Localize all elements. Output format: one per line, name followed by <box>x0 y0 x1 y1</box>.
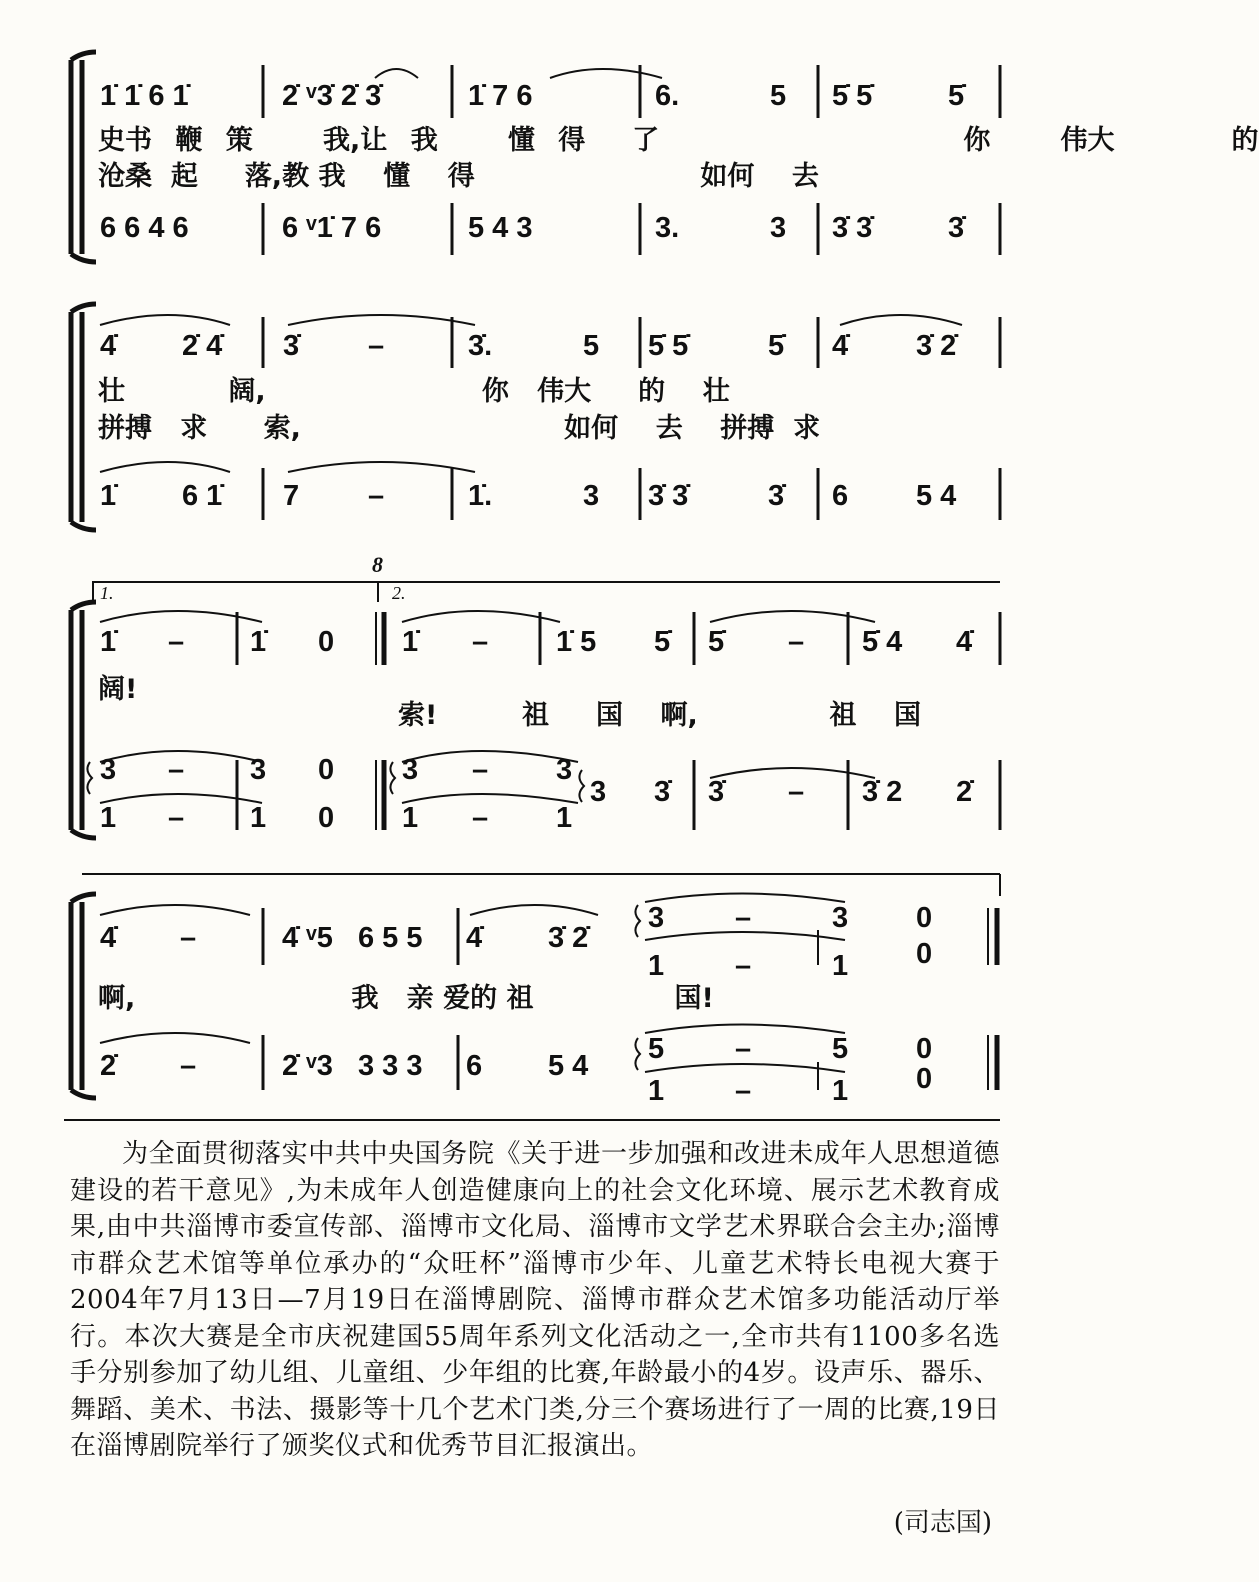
system1-upper-m2: 2̇ ᵛ3̇ 2̇ 3̇ <box>282 80 382 112</box>
system2-upper-1: 4̇ <box>100 330 117 362</box>
system4-lower-1: 2̇ <box>100 1050 117 1082</box>
system1-lower-m3: 5 4 3 <box>468 212 533 244</box>
system3-lyric2: 索! 祖 国 啊, 祖 国 <box>398 700 922 731</box>
system4-upper-2: – <box>180 922 197 954</box>
system2-lower-9: 6 <box>832 480 849 512</box>
system3-upper-12: 4̇ <box>956 626 973 658</box>
system3-upper-8: 5̇ <box>654 626 671 658</box>
system4-lower-5: 6 <box>466 1050 483 1082</box>
system1-lower-m5b: 3̇ <box>948 212 965 244</box>
system3-lowup-12: 3̇ 2 <box>862 776 903 808</box>
system4-lower-6: 5 4 <box>548 1050 589 1082</box>
system4-lower-2: – <box>180 1050 197 1082</box>
system3-lowlow-4: 0 <box>318 802 335 834</box>
system3-lowup-13: 2̇ <box>956 776 973 808</box>
system2-lower-6: 3 <box>583 480 600 512</box>
system3-upper-11: 5̇ 4 <box>862 626 903 658</box>
system2-lower-8: 3̇ <box>768 480 785 512</box>
system2-lyric2: 拼搏 求 索, 如何 去 拼搏 求 <box>98 413 821 444</box>
system3-lowup-9: 3̇ <box>654 776 671 808</box>
system1-upper-m3: 1̇ 7 6 <box>468 80 533 112</box>
system3-upper-10: – <box>788 626 805 658</box>
system2-upper-5: 3̇. <box>468 330 493 362</box>
system3-upper-1: 1̇ <box>100 626 117 658</box>
volta-1-label: 1. <box>100 583 114 603</box>
system3-upper-7: 1̇ 5 <box>556 626 597 658</box>
volta-2-label: 2. <box>392 583 406 603</box>
system3-lowlow-6: – <box>472 802 489 834</box>
system3-lowup-5: 3 <box>402 754 419 786</box>
system4-upper-10: 0 <box>916 902 933 934</box>
system2-lower-4: – <box>368 480 385 512</box>
system3-lowup-11: – <box>788 776 805 808</box>
system4-lower-8: – <box>735 1033 752 1065</box>
system3-lowlow-1: 1 <box>100 802 117 834</box>
system4-lower-10: 0 <box>916 1033 933 1065</box>
system4-lower-11: 1 <box>648 1075 665 1107</box>
system3-lowup-1: 3 <box>100 754 117 786</box>
system2-upper-6: 5 <box>583 330 600 362</box>
system1-lower-m4b: 3 <box>770 212 787 244</box>
article-paragraph: 为全面贯彻落实中共中央国务院《关于进一步加强和改进未成年人思想道德建设的若干意见》,为未成年人创造健康向上的社会文化环境、展示艺术教育成果,由中共淄博市委宣传部、淄博市文化局、淄博市文学艺术界联合会主办;淄博市群众艺术馆等单位承办的“众旺杯”淄博市少年、儿童艺术特长电视大赛于2004年7月13日—7月19日在淄博剧院、淄博市群众艺术馆多功能活动厅举行。本次大赛是全市庆祝建国55周年系列文化活动之一,全市共有1100多名选手分别参加了幼儿组、儿童组、少年组的比赛,年龄最小的4岁。设声乐、器乐、舞蹈、美术、书法、摄影等十几个艺术门类,分三个赛场进行了一周的比赛,19日在淄博剧院举行了颁奖仪式和优秀节目汇报演出。 <box>70 1139 1000 1461</box>
system1-lyric2: 沧桑 起 落,教 我 懂 得 如何 去 <box>98 161 819 192</box>
system4-upper-11: 1 <box>648 950 665 982</box>
system4-lower-13: 1 <box>832 1075 849 1107</box>
system1-lyric1: 史书 鞭 策 我,让 我 懂 得 了 你 伟大 的 <box>98 125 1259 156</box>
system4-lower-7: 5 <box>648 1033 665 1065</box>
system2-upper-8: 5̇ <box>768 330 785 362</box>
system2-upper-7: 5̇ 5̇ <box>648 330 689 362</box>
system4-lyric1: 啊, 我 亲 爱的 祖 国! <box>98 983 714 1014</box>
system3-lowlow-3: 1 <box>250 802 267 834</box>
system4-upper-14: 0 <box>916 938 933 970</box>
system1-upper: 1̇ 1̇ 6 1̇ <box>100 80 189 112</box>
system2-lower-1: 1̇ <box>100 480 117 512</box>
system3-upper-3: 1̇ <box>250 626 267 658</box>
system3-lowup-4: 0 <box>318 754 335 786</box>
system3-lowlow-2: – <box>168 802 185 834</box>
system4-lower-4: 3 3 3 <box>358 1050 423 1082</box>
article-body <box>70 1136 1000 1465</box>
system1-upper-m4b: 5 <box>770 80 787 112</box>
system2-upper-2: 2̇ 4̇ <box>182 330 223 362</box>
system2-lower-5: 1̇. <box>468 480 493 512</box>
system4-lower-9: 5 <box>832 1033 849 1065</box>
system3-upper-9: 5̇ <box>708 626 725 658</box>
system3-lowup-2: – <box>168 754 185 786</box>
system4-upper-5: 4̇ <box>466 922 483 954</box>
system3-lowup-10: 3̇ <box>708 776 725 808</box>
system4-upper-7: 3 <box>648 902 665 934</box>
system4-lower-14: 0 <box>916 1063 933 1095</box>
system3-lowup-6: – <box>472 754 489 786</box>
system4-upper-12: – <box>735 950 752 982</box>
system2-upper-4: – <box>368 330 385 362</box>
system2-upper-9: 4̇ <box>832 330 849 362</box>
system1-lower-m5a: 3̇ 3̇ <box>832 212 873 244</box>
system3-lowup-8: 3 <box>590 776 607 808</box>
system4-lower-12: – <box>735 1075 752 1107</box>
system3-lyric1: 阔! <box>98 674 138 705</box>
system2-lower-7: 3̇ 3̇ <box>648 480 689 512</box>
author-credit: (司志国) <box>893 1508 992 1538</box>
system2-lower-3: 7 <box>283 480 300 512</box>
system4-upper-8: – <box>735 902 752 934</box>
system2-lower-2: 6 1̇ <box>182 480 223 512</box>
system1-upper-m5a: 5̇ 5̇ <box>832 80 873 112</box>
segno-mark: 8 <box>372 552 383 577</box>
system1-upper-m4a: 6. <box>655 80 680 112</box>
system2-upper-10: 3̇ 2̇ <box>916 330 957 362</box>
system1-lower-m4a: 3. <box>655 212 680 244</box>
system2-upper-3: 3̇ <box>283 330 300 362</box>
system3-lowlow-5: 1 <box>402 802 419 834</box>
system3-lowup-3: 3 <box>250 754 267 786</box>
system4-upper-9: 3 <box>832 902 849 934</box>
system3-upper-5: 1̇ <box>402 626 419 658</box>
system3-lowup-7: 3 <box>556 754 573 786</box>
system3-lowlow-7: 1 <box>556 802 573 834</box>
system4-upper-6: 3̇ 2̇ <box>548 922 589 954</box>
system3-upper-4: 0 <box>318 626 335 658</box>
system3-upper-2: – <box>168 626 185 658</box>
system4-upper-1: 4̇ <box>100 922 117 954</box>
system1-lower-m1: 6 6 4 6 <box>100 212 189 244</box>
system1-upper-m5b: 5̇ <box>948 80 965 112</box>
system3-upper-6: – <box>472 626 489 658</box>
system2-lyric1: 壮 阔, 你 伟大 的 壮 <box>98 376 730 407</box>
system4-lower-3: 2̇ ᵛ3 <box>282 1050 333 1082</box>
system1-lower-m2: 6 ᵛ1̇ 7 6 <box>282 212 382 244</box>
system4-upper-3: 4̇ ᵛ5 <box>282 922 333 954</box>
system4-upper-4: 6 5 5 <box>358 922 423 954</box>
system4-upper-13: 1 <box>832 950 849 982</box>
system2-lower-10: 5 4 <box>916 480 957 512</box>
